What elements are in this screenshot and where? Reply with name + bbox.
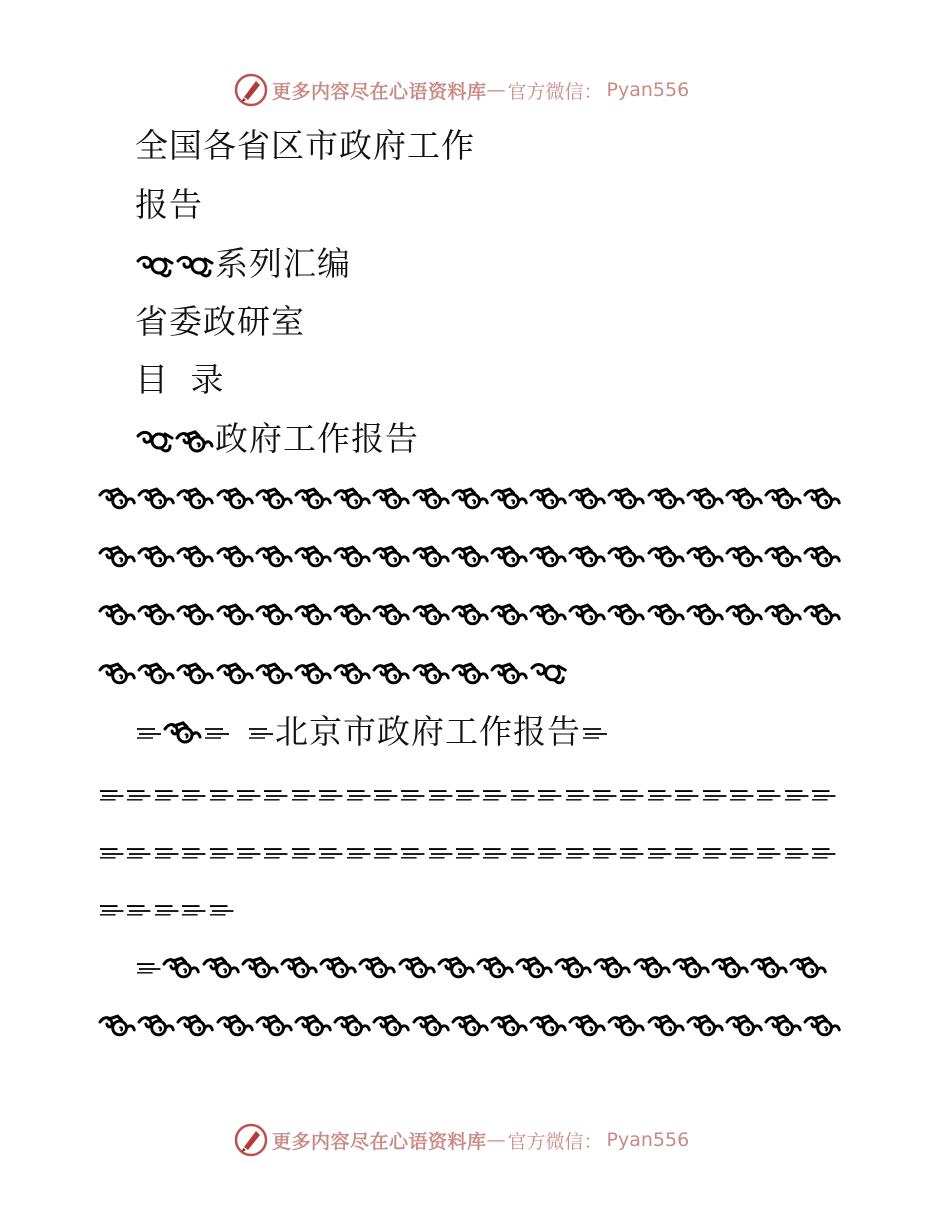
- swirl-glyph-icon: [255, 541, 294, 571]
- beijing-text: 北京市政府工作报告: [275, 712, 581, 751]
- equal-glyph-icon: [180, 898, 207, 920]
- swirl-glyph-icon: [451, 599, 490, 629]
- banner-wechat-label: 官方微信：: [507, 1130, 603, 1153]
- swirl-glyph-icon: [568, 541, 607, 571]
- swirl-glyph-icon: [647, 483, 686, 513]
- swirl-glyph-icon: [372, 658, 411, 688]
- swirl-glyph-icon: [255, 1010, 294, 1040]
- swirl-glyph-icon: [137, 599, 176, 629]
- swirl-glyph-icon: [764, 1010, 803, 1040]
- swirl-glyph-icon: [216, 1010, 255, 1040]
- swirl-glyph-icon: [176, 1010, 215, 1040]
- swirl-glyph-icon: [294, 599, 333, 629]
- toc-heading: 目 录: [135, 360, 230, 399]
- equal-glyph-icon: [98, 783, 125, 805]
- swirl-glyph-icon: [476, 952, 515, 982]
- glyph-row-5: [135, 950, 829, 984]
- swirl-glyph-icon: [98, 658, 137, 688]
- equal-glyph-icon: [810, 783, 837, 805]
- swirl-glyph-icon: [137, 483, 176, 513]
- swirl-glyph-icon: [175, 251, 215, 281]
- equal-glyph-icon: [783, 783, 810, 805]
- swirl-glyph-icon: [686, 483, 725, 513]
- banner-wechat-id: Pyan556: [606, 1129, 690, 1151]
- equal-glyph-icon: [290, 841, 317, 863]
- swirl-glyph-icon: [725, 541, 764, 571]
- glyph-row-1: [98, 481, 843, 515]
- swirl-glyph-icon: [647, 1010, 686, 1040]
- equal-glyph-icon: [783, 841, 810, 863]
- swirl-glyph-icon: [725, 1010, 764, 1040]
- report-line: [135, 419, 419, 459]
- equal-glyph-icon: [728, 783, 755, 805]
- swirl-glyph-icon: [137, 541, 176, 571]
- swirl-glyph-icon: [490, 658, 529, 688]
- swirl-glyph-icon: [803, 599, 842, 629]
- swirl-glyph-icon: [294, 658, 333, 688]
- equal-glyph-icon: [728, 841, 755, 863]
- banner-text: 更多内容尽在心语资料库: [272, 80, 487, 103]
- equal-glyph-icon: [509, 783, 536, 805]
- swirl-glyph-icon: [175, 426, 215, 456]
- swirl-glyph-icon: [176, 483, 215, 513]
- swirl-glyph-icon: [216, 541, 255, 571]
- swirl-glyph-icon: [672, 952, 711, 982]
- swirl-glyph-icon: [711, 952, 750, 982]
- swirl-glyph-icon: [568, 483, 607, 513]
- equal-glyph-icon: [399, 783, 426, 805]
- swirl-glyph-icon: [176, 599, 215, 629]
- equal-glyph-icon: [399, 841, 426, 863]
- equal-glyph-icon: [427, 841, 454, 863]
- swirl-glyph-icon: [412, 599, 451, 629]
- swirl-glyph-icon: [451, 483, 490, 513]
- swirl-glyph-icon: [490, 541, 529, 571]
- swirl-glyph-icon: [490, 483, 529, 513]
- equal-glyph-icon: [646, 783, 673, 805]
- equal-glyph-icon: [618, 841, 645, 863]
- swirl-glyph-icon: [412, 541, 451, 571]
- swirl-glyph-icon: [451, 658, 490, 688]
- equal-glyph-icon: [208, 783, 235, 805]
- swirl-glyph-icon: [554, 952, 593, 982]
- swirl-glyph-icon: [319, 952, 358, 982]
- equal-glyph-icon: [536, 841, 563, 863]
- swirl-glyph-icon: [372, 483, 411, 513]
- swirl-glyph-icon: [98, 483, 137, 513]
- swirl-glyph-icon: [686, 599, 725, 629]
- equal-glyph-icon: [247, 721, 275, 743]
- swirl-glyph-icon: [764, 483, 803, 513]
- banner-separator: —: [486, 1129, 506, 1151]
- series-line: [135, 244, 351, 284]
- swirl-glyph-icon: [135, 251, 175, 281]
- banner-text: 更多内容尽在心语资料库: [272, 1130, 487, 1153]
- swirl-glyph-icon: [568, 1010, 607, 1040]
- swirl-glyph-icon: [568, 599, 607, 629]
- equal-glyph-icon: [673, 841, 700, 863]
- swirl-glyph-icon: [255, 483, 294, 513]
- swirl-glyph-icon: [789, 952, 828, 982]
- swirl-glyph-icon: [607, 541, 646, 571]
- swirl-glyph-icon: [764, 599, 803, 629]
- equal-glyph-icon: [646, 841, 673, 863]
- equal-glyph-icon: [345, 783, 372, 805]
- banner-separator: —: [486, 79, 506, 101]
- swirl-glyph-icon: [529, 483, 568, 513]
- swirl-glyph-icon: [163, 717, 203, 747]
- glyph-row-4: [98, 656, 568, 690]
- swirl-glyph-icon: [529, 541, 568, 571]
- swirl-glyph-icon: [333, 483, 372, 513]
- footer-banner: [234, 1122, 734, 1158]
- swirl-glyph-icon: [294, 483, 333, 513]
- pen-logo-icon: [234, 73, 268, 107]
- equal-glyph-icon: [591, 783, 618, 805]
- equal-glyph-icon: [673, 783, 700, 805]
- swirl-glyph-icon: [241, 952, 280, 982]
- swirl-glyph-icon: [358, 952, 397, 982]
- equal-glyph-icon: [203, 721, 231, 743]
- swirl-glyph-icon: [216, 483, 255, 513]
- equal-glyph-icon: [536, 783, 563, 805]
- equal-glyph-icon: [591, 841, 618, 863]
- equal-glyph-icon: [317, 783, 344, 805]
- banner-wechat-id: Pyan556: [606, 79, 690, 101]
- title-line-2: 报告: [135, 185, 203, 224]
- equal-glyph-icon: [701, 841, 728, 863]
- equal-glyph-icon: [755, 783, 782, 805]
- swirl-glyph-icon: [633, 952, 672, 982]
- swirl-glyph-icon: [162, 952, 201, 982]
- equal-glyph-icon: [810, 841, 837, 863]
- equal-glyph-icon: [581, 721, 609, 743]
- swirl-glyph-icon: [333, 599, 372, 629]
- equal-glyph-icon: [98, 898, 125, 920]
- swirl-glyph-icon: [372, 541, 411, 571]
- equal-glyph-icon: [135, 956, 162, 978]
- swirl-glyph-icon: [515, 952, 554, 982]
- equal-glyph-icon: [180, 783, 207, 805]
- report-text: 政府工作报告: [215, 419, 419, 458]
- swirl-glyph-icon: [98, 599, 137, 629]
- swirl-glyph-icon: [333, 1010, 372, 1040]
- office-line: 省委政研室: [135, 302, 305, 341]
- swirl-glyph-icon: [333, 658, 372, 688]
- equal-glyph-icon: [235, 783, 262, 805]
- swirl-glyph-icon: [803, 1010, 842, 1040]
- equal-glyph-icon: [481, 841, 508, 863]
- equal-glyph-icon: [317, 841, 344, 863]
- swirl-glyph-icon: [202, 952, 241, 982]
- swirl-glyph-icon: [803, 541, 842, 571]
- swirl-glyph-icon: [333, 541, 372, 571]
- equal-glyph-icon: [125, 898, 152, 920]
- title-line-1: 全国各省区市政府工作: [135, 126, 475, 165]
- equal-glyph-icon: [755, 841, 782, 863]
- swirl-glyph-icon: [137, 658, 176, 688]
- swirl-glyph-icon: [529, 658, 568, 688]
- equal-row-2: [98, 835, 838, 869]
- banner-wechat-label: 官方微信：: [507, 80, 603, 103]
- equal-glyph-icon: [125, 783, 152, 805]
- equal-row-1: [98, 777, 838, 811]
- swirl-glyph-icon: [764, 541, 803, 571]
- swirl-glyph-icon: [686, 541, 725, 571]
- swirl-glyph-icon: [686, 1010, 725, 1040]
- equal-glyph-icon: [153, 783, 180, 805]
- equal-glyph-icon: [345, 841, 372, 863]
- swirl-glyph-icon: [294, 1010, 333, 1040]
- swirl-glyph-icon: [647, 541, 686, 571]
- swirl-glyph-icon: [294, 541, 333, 571]
- equal-glyph-icon: [454, 841, 481, 863]
- equal-glyph-icon: [372, 783, 399, 805]
- equal-glyph-icon: [701, 783, 728, 805]
- pen-logo-icon: [234, 1123, 268, 1157]
- swirl-glyph-icon: [216, 658, 255, 688]
- swirl-glyph-icon: [255, 658, 294, 688]
- equal-glyph-icon: [427, 783, 454, 805]
- swirl-glyph-icon: [490, 599, 529, 629]
- swirl-glyph-icon: [176, 541, 215, 571]
- swirl-glyph-icon: [216, 599, 255, 629]
- swirl-glyph-icon: [280, 952, 319, 982]
- equal-glyph-icon: [208, 841, 235, 863]
- glyph-row-3: [98, 597, 843, 631]
- swirl-glyph-icon: [372, 1010, 411, 1040]
- swirl-glyph-icon: [137, 1010, 176, 1040]
- equal-glyph-icon: [454, 783, 481, 805]
- swirl-glyph-icon: [725, 483, 764, 513]
- equal-glyph-icon: [262, 783, 289, 805]
- swirl-glyph-icon: [647, 599, 686, 629]
- equal-glyph-icon: [262, 841, 289, 863]
- equal-glyph-icon: [290, 783, 317, 805]
- swirl-glyph-icon: [451, 541, 490, 571]
- equal-glyph-icon: [564, 783, 591, 805]
- swirl-glyph-icon: [98, 541, 137, 571]
- swirl-glyph-icon: [412, 483, 451, 513]
- header-banner: [234, 72, 734, 108]
- beijing-line: [135, 712, 609, 752]
- swirl-glyph-icon: [607, 599, 646, 629]
- equal-glyph-icon: [208, 898, 235, 920]
- swirl-glyph-icon: [437, 952, 476, 982]
- equal-glyph-icon: [618, 783, 645, 805]
- glyph-row-6: [98, 1008, 843, 1042]
- swirl-glyph-icon: [255, 599, 294, 629]
- swirl-glyph-icon: [412, 1010, 451, 1040]
- glyph-row-2: [98, 539, 843, 573]
- equal-glyph-icon: [135, 721, 163, 743]
- swirl-glyph-icon: [725, 599, 764, 629]
- equal-glyph-icon: [153, 898, 180, 920]
- equal-glyph-icon: [125, 841, 152, 863]
- swirl-glyph-icon: [176, 658, 215, 688]
- equal-glyph-icon: [372, 841, 399, 863]
- swirl-glyph-icon: [529, 599, 568, 629]
- swirl-glyph-icon: [372, 599, 411, 629]
- equal-row-3: [98, 892, 235, 926]
- equal-glyph-icon: [235, 841, 262, 863]
- equal-glyph-icon: [564, 841, 591, 863]
- swirl-glyph-icon: [135, 426, 175, 456]
- series-text: 系列汇编: [215, 244, 351, 283]
- swirl-glyph-icon: [451, 1010, 490, 1040]
- swirl-glyph-icon: [607, 483, 646, 513]
- swirl-glyph-icon: [593, 952, 632, 982]
- equal-glyph-icon: [481, 783, 508, 805]
- swirl-glyph-icon: [412, 658, 451, 688]
- equal-glyph-icon: [509, 841, 536, 863]
- swirl-glyph-icon: [490, 1010, 529, 1040]
- swirl-glyph-icon: [803, 483, 842, 513]
- swirl-glyph-icon: [98, 1010, 137, 1040]
- swirl-glyph-icon: [607, 1010, 646, 1040]
- equal-glyph-icon: [153, 841, 180, 863]
- swirl-glyph-icon: [529, 1010, 568, 1040]
- swirl-glyph-icon: [750, 952, 789, 982]
- swirl-glyph-icon: [398, 952, 437, 982]
- equal-glyph-icon: [98, 841, 125, 863]
- equal-glyph-icon: [180, 841, 207, 863]
